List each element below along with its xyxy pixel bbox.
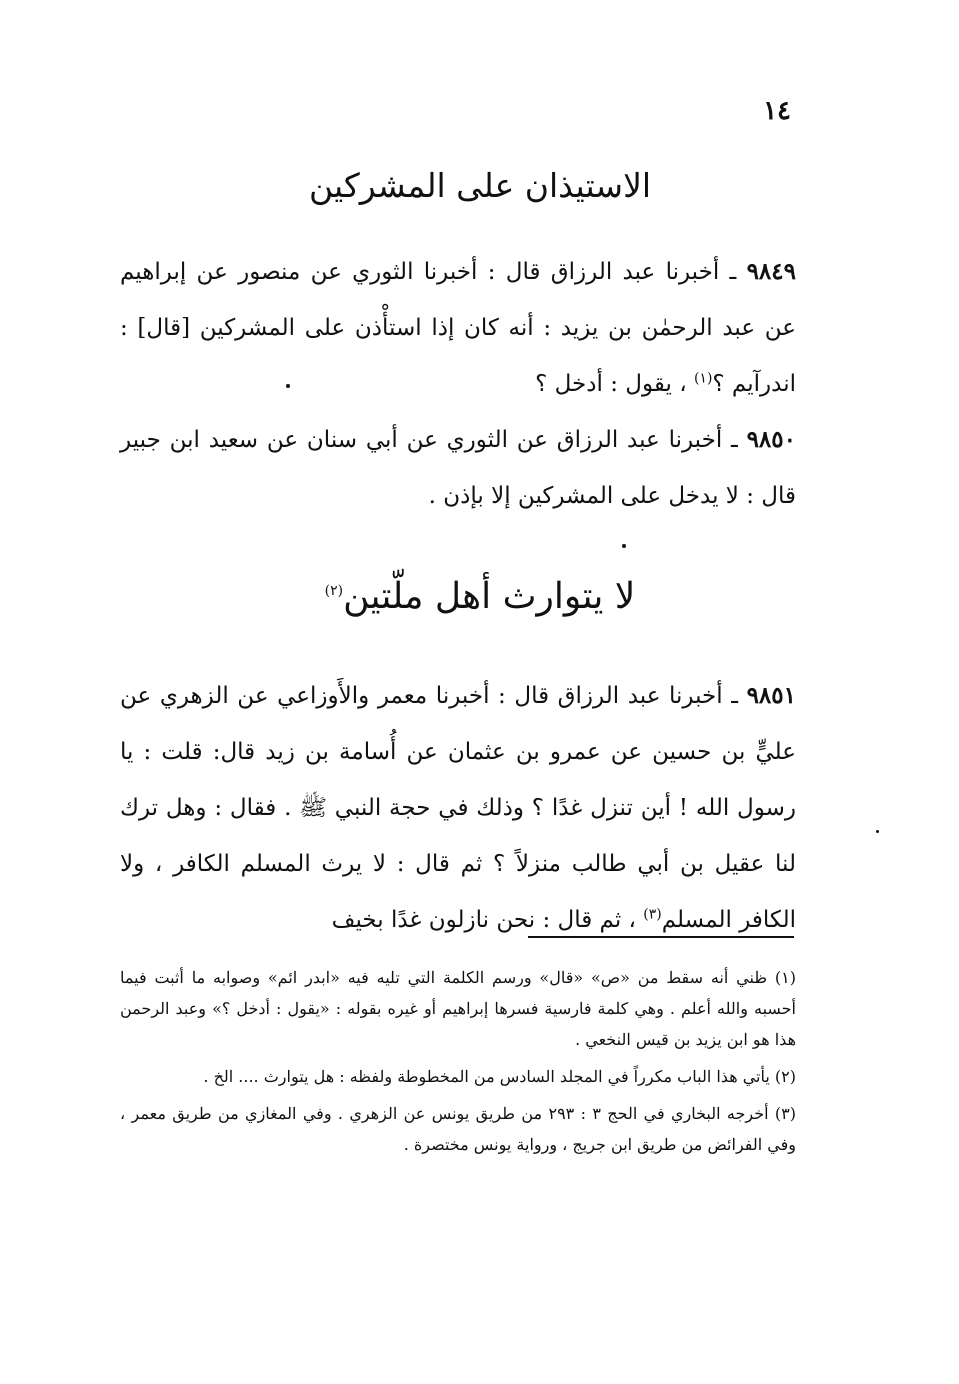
hadith-text: ـ أخبرنا عبد الرزاق عن الثوري عن أبي سنان عن سعيد ابن جبير قال : لا يدخل على المشركين إلا بإذن .	[120, 427, 796, 509]
page-number: ١٤	[763, 96, 791, 126]
hadith-9850	[120, 412, 796, 524]
scan-speck	[286, 384, 290, 388]
hadith-number: ٩٨٥٠	[746, 426, 796, 453]
footnote-3: (٣) أخرجه البخاري في الحج ٣ : ٢٩٣ من طريق يونس عن الزهري . وفي المغازي من طريق معمر ، وفي الفرائض من طريق ابن جريج ، ورواية يونس مختصرة .	[120, 1104, 797, 1154]
hadith-9849	[120, 244, 796, 412]
hadith-text-continued: ، ثم قال : نحن نازلون غدًا بخيف	[331, 907, 644, 933]
footnote-2: (٢) يأتي هذا الباب مكرراً في المجلد السادس من المخطوطة ولفظه : هل يتوارث .... الخ .	[203, 1067, 796, 1086]
section-title-text: لا يتوارث أهل ملّتين	[343, 576, 636, 617]
hadith-text-continued: ، يقول : أدخل ؟	[535, 371, 694, 397]
section-title-inheritance	[120, 576, 840, 617]
hadith-text: ـ أخبرنا عبد الرزاق قال : أخبرنا الثوري عن منصور عن إبراهيم عن عبد الرحمٰن بن يزيد : أنه كان إذا استأْذن على المشركين [قال] : اندرآيم ؟	[120, 259, 796, 397]
hadith-number: ٩٨٥١	[746, 682, 796, 709]
footnotes	[120, 962, 796, 1166]
hadith-number: ٩٨٤٩	[746, 258, 796, 285]
footnote-1: (١) ظني أنه سقط من «ص» «قال» ورسم الكلمة التي تليه فيه «ابدر ائم» وصوابه ما أثبت فيما أحسبه والله أعلم . وهي كلمة فارسية فسرها إبراهيم أو غيره بقوله : «يقول : أدخل ؟» وعبد الرحمن هذا هو ابن يزيد بن قيس النخعي .	[120, 968, 797, 1049]
hadith-9851	[120, 668, 796, 948]
footnote-marker[interactable]: (٢)	[324, 583, 344, 599]
scan-speck	[876, 830, 879, 833]
section-title-seeking-permission: الاستيذان على المشركين	[308, 166, 652, 205]
footnote-marker[interactable]: (١)	[693, 370, 713, 387]
footnote-separator	[528, 936, 794, 938]
hadith-text: ـ أخبرنا عبد الرزاق قال : أخبرنا معمر والأَوزاعي عن الزهري عن عليٍّ بن حسين عن عمرو بن عثمان عن أُسامة بن زيد قال: قلت : يا رسول الله ! أين تنزل غدًا ؟ وذلك في حجة النبي ﷺ . فقال : وهل ترك لنا عقيل بن أبي طالب منزلاً ؟ ثم قال : لا يرث المسلم الكافر ، ولا الكافر المسلم	[120, 683, 796, 933]
footnote-marker[interactable]: (٣)	[643, 906, 662, 923]
scan-speck	[622, 544, 626, 548]
